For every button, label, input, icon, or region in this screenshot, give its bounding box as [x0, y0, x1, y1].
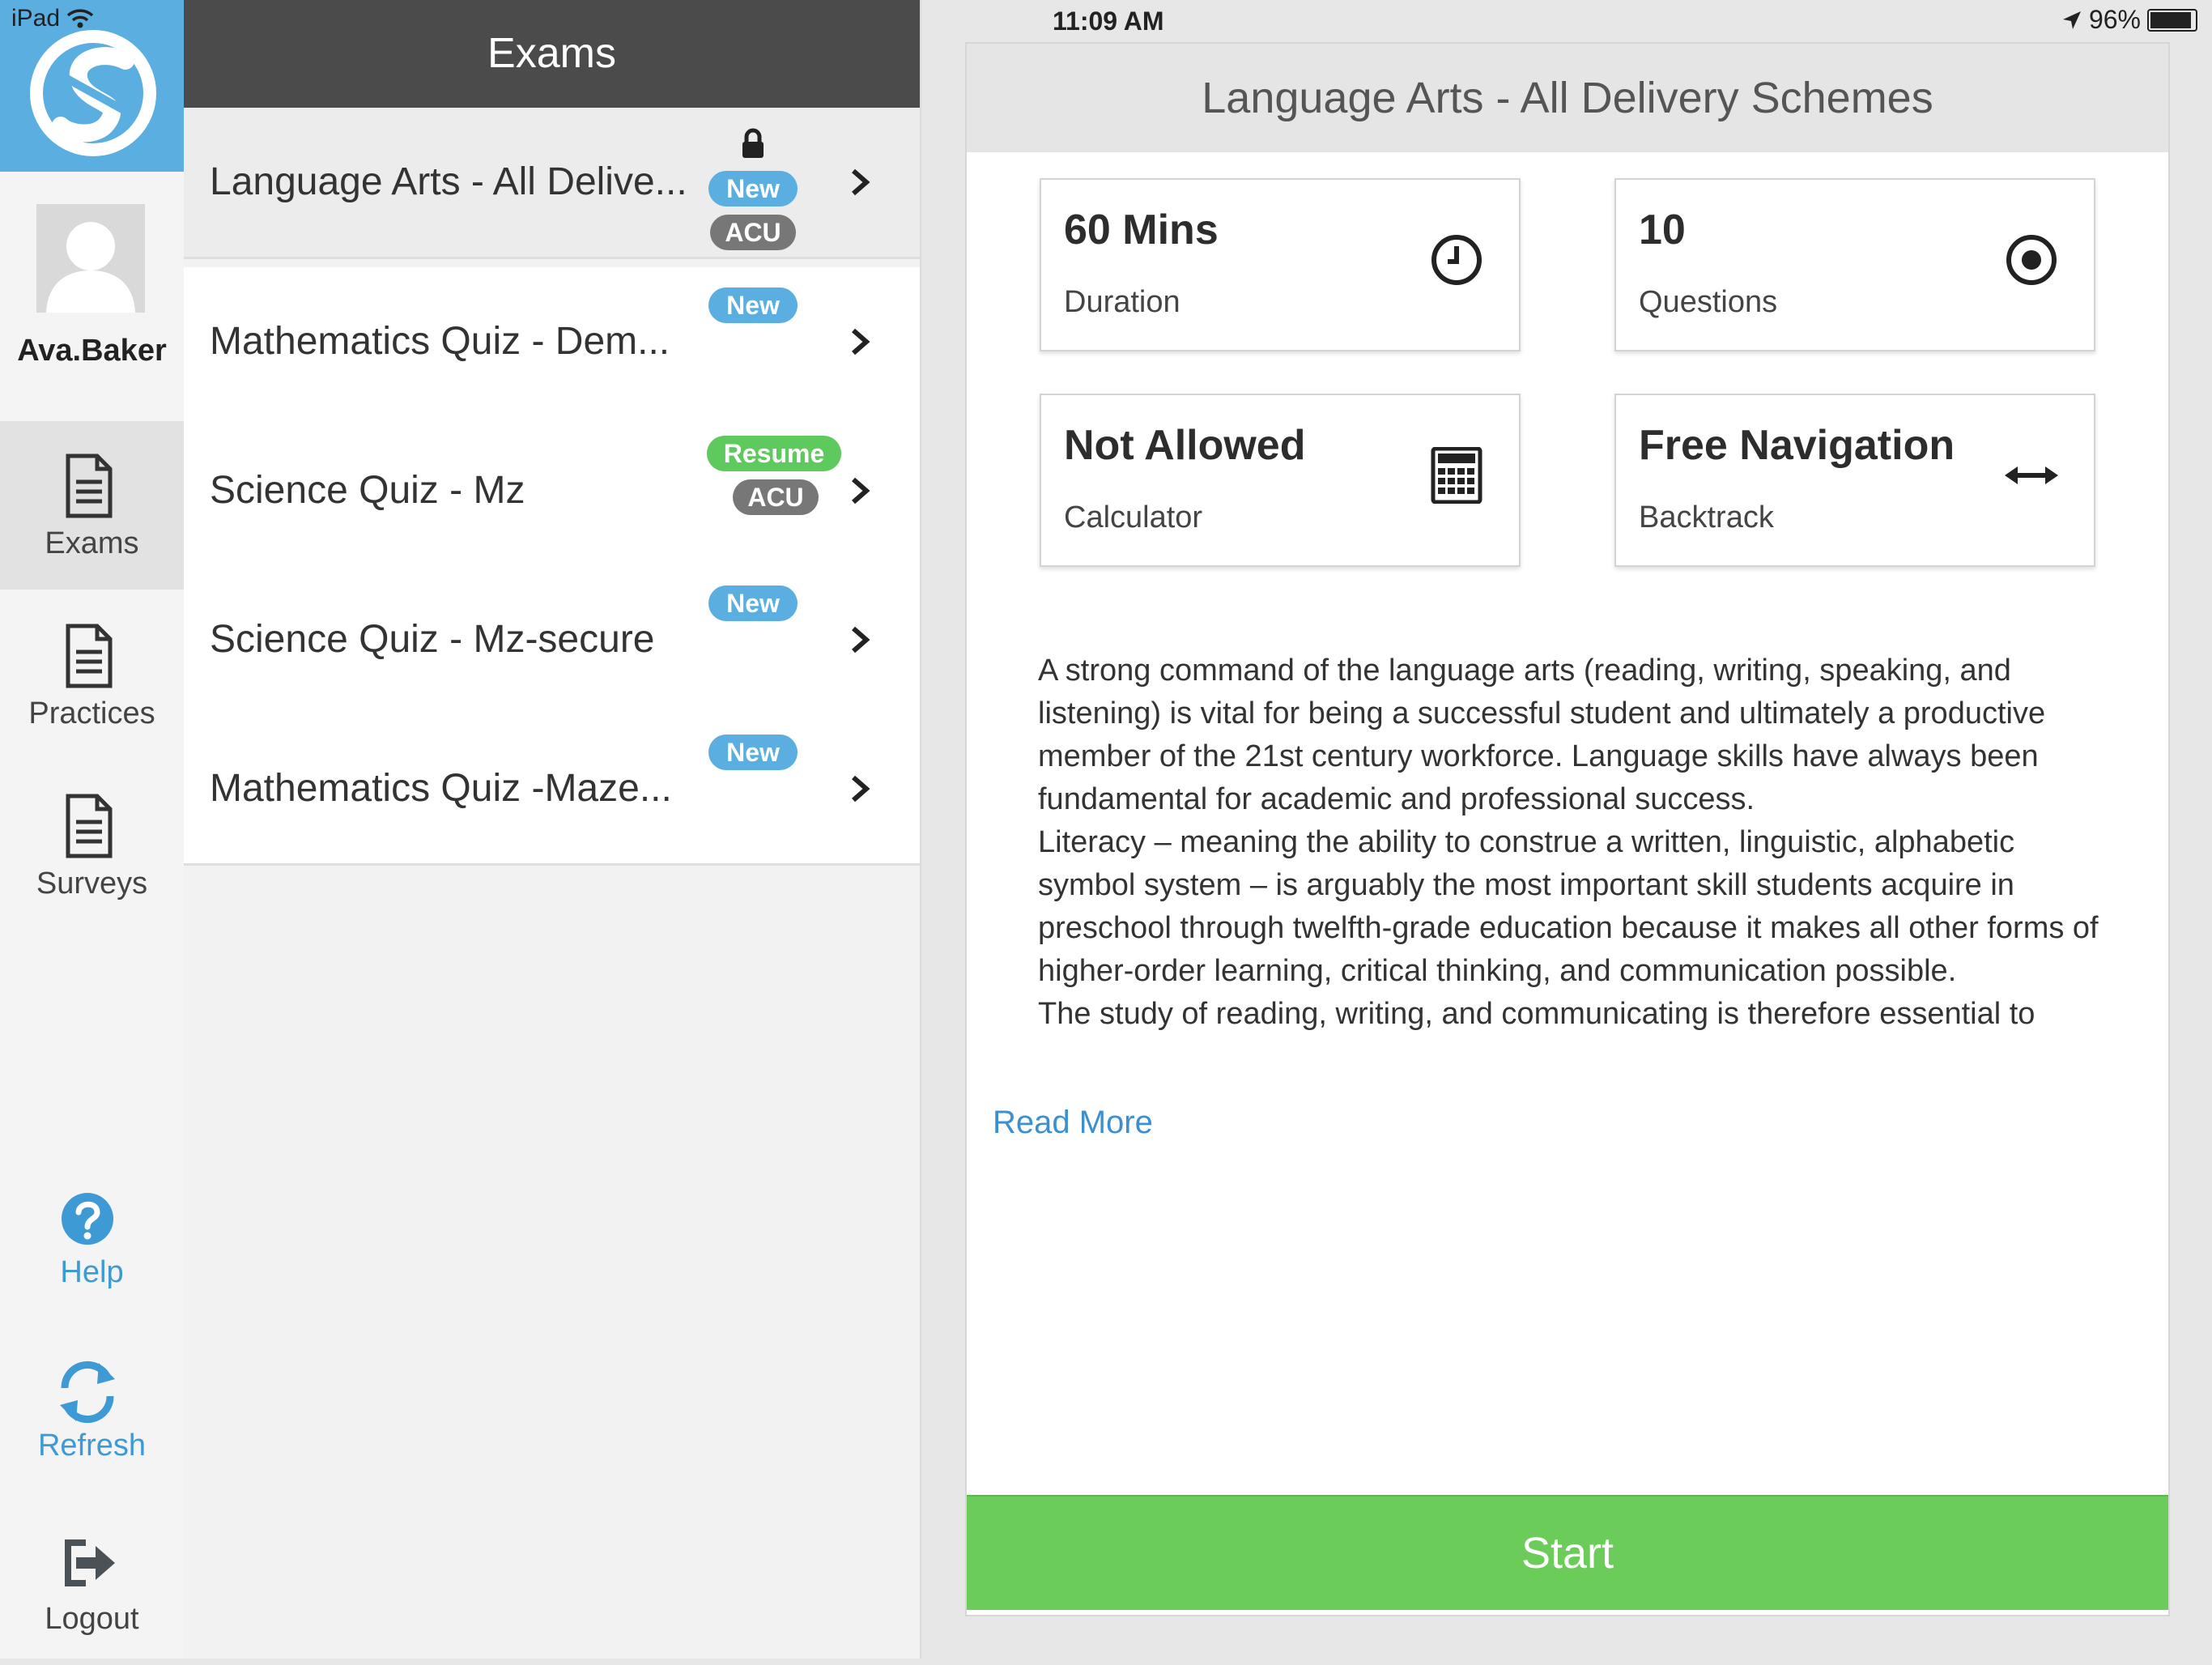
chevron-right-icon	[847, 475, 873, 507]
acu-badge: ACU	[733, 479, 819, 515]
refresh-icon	[57, 1352, 121, 1424]
username: Ava.Baker	[17, 334, 167, 368]
logo-area	[0, 0, 184, 172]
nav-logout-label: Logout	[45, 1602, 139, 1636]
clock-icon	[1428, 232, 1485, 288]
backtrack-value: Free Navigation	[1639, 422, 1955, 469]
duration-card	[1040, 178, 1521, 351]
calculator-icon	[1428, 447, 1485, 504]
nav-practices-label: Practices	[28, 696, 155, 730]
backtrack-label: Backtrack	[1639, 500, 1774, 534]
help-icon	[57, 1178, 121, 1251]
nav-help-label: Help	[60, 1255, 124, 1289]
exam-row[interactable]	[184, 565, 920, 717]
detail-title: Language Arts - All Delivery Schemes	[967, 44, 2168, 152]
exam-row[interactable]	[184, 267, 920, 419]
nav-surveys[interactable]	[0, 761, 184, 930]
app-logo	[24, 24, 162, 162]
exam-list-panel	[184, 0, 921, 1659]
new-badge: New	[708, 287, 798, 323]
battery-icon	[2147, 9, 2197, 32]
chevron-right-icon	[847, 166, 873, 198]
chevron-right-icon	[847, 326, 873, 358]
description-paragraph: A strong command of the language arts (reading, writing, speaking, and listening) is vital for being a successful student and ultimately a productive member of the 21st century workforce. Language skills have always been fundamental for academic and professional success.	[1038, 654, 2046, 816]
exam-row[interactable]	[184, 714, 920, 866]
list-header: Exams	[184, 0, 920, 108]
sidebar	[0, 0, 184, 1659]
nav-logout[interactable]	[0, 1497, 184, 1665]
exam-description	[1038, 649, 2107, 1079]
duration-value: 60 Mins	[1064, 207, 1219, 253]
backtrack-card	[1614, 394, 2095, 567]
status-right	[2061, 5, 2197, 35]
start-button[interactable]: Start	[967, 1495, 2168, 1610]
new-badge: New	[708, 586, 798, 621]
calculator-card	[1040, 394, 1521, 567]
nav-surveys-label: Surveys	[36, 867, 148, 901]
calculator-label: Calculator	[1064, 500, 1203, 534]
nav-refresh-label: Refresh	[37, 1429, 147, 1463]
resume-badge: Resume	[707, 436, 841, 471]
lock-icon	[739, 127, 767, 160]
nav-practices[interactable]	[0, 591, 184, 760]
calculator-value: Not Allowed	[1064, 422, 1306, 469]
exam-detail-panel	[965, 42, 2170, 1616]
read-more-link[interactable]: Read More	[993, 1105, 1153, 1140]
user-silhouette-icon	[36, 204, 145, 313]
exam-title: Language Arts - All Delive...	[210, 160, 687, 203]
document-icon	[57, 449, 121, 522]
description-paragraph: Literacy – meaning the ability to construe a written, linguistic, alphabetic symbol system – is arguably the most important skill students acquire in preschool through twelfth-grade education because it makes all other forms of higher-order learning, critical thinking, and communication possible.	[1038, 825, 2099, 988]
nav-help[interactable]	[0, 1150, 184, 1318]
nav-exams[interactable]	[0, 421, 184, 590]
chevron-right-icon	[847, 624, 873, 656]
location-arrow-icon	[2061, 10, 2082, 31]
document-icon	[57, 790, 121, 862]
duration-label: Duration	[1064, 285, 1180, 319]
chevron-right-icon	[847, 773, 873, 805]
questions-label: Questions	[1639, 285, 1778, 319]
questions-value: 10	[1639, 207, 1686, 253]
nav-refresh[interactable]	[0, 1323, 184, 1492]
avatar	[36, 204, 145, 313]
exam-title: Mathematics Quiz -Maze...	[210, 767, 672, 810]
battery-percent: 96%	[2088, 5, 2141, 34]
new-badge: New	[708, 171, 798, 207]
exam-title: Mathematics Quiz - Dem...	[210, 320, 670, 363]
questions-card	[1614, 178, 2095, 351]
exam-title: Science Quiz - Mz	[210, 469, 525, 512]
exam-row[interactable]	[184, 416, 920, 568]
logout-icon	[57, 1525, 121, 1598]
status-time: 11:09 AM	[1053, 6, 1164, 36]
exam-row[interactable]	[184, 108, 920, 259]
target-icon	[2003, 232, 2060, 288]
new-badge: New	[708, 735, 798, 770]
nav-exams-label: Exams	[45, 526, 139, 560]
exam-title: Science Quiz - Mz-secure	[210, 618, 655, 661]
document-icon	[57, 620, 121, 692]
double-arrow-icon	[2003, 447, 2060, 504]
device-label: iPad	[11, 5, 61, 32]
acu-badge: ACU	[710, 215, 796, 250]
user-profile[interactable]	[0, 172, 184, 421]
description-paragraph: The study of reading, writing, and communicating is therefore essential to	[1038, 997, 2035, 1031]
